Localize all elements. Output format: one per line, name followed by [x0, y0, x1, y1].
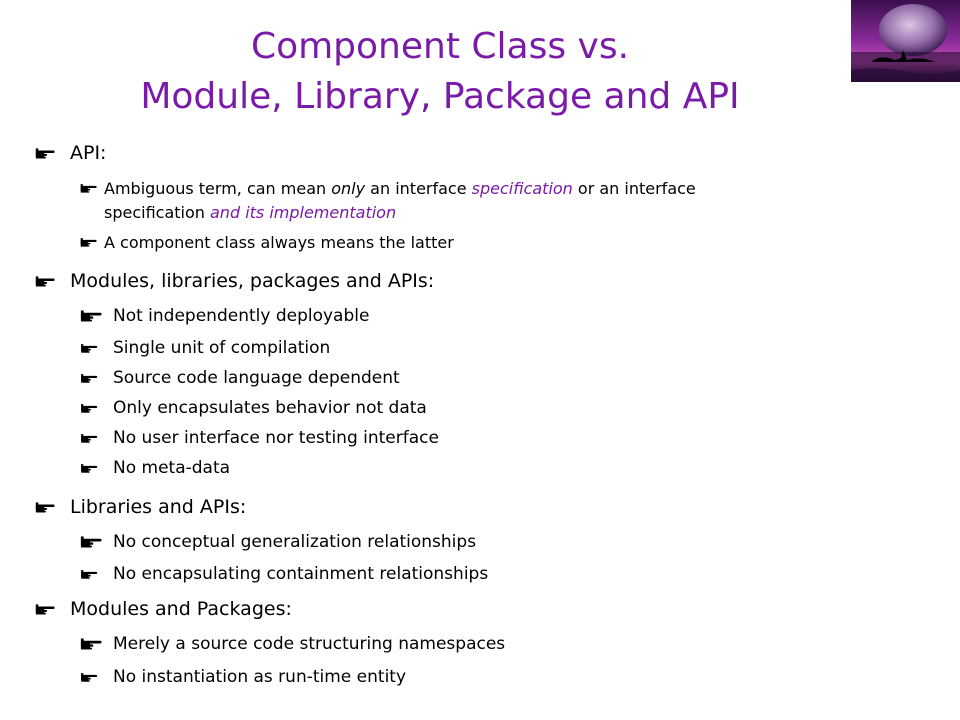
text-fragment: an interface — [365, 179, 472, 198]
pointing-hand-icon — [80, 373, 98, 383]
pointing-hand-icon — [80, 237, 97, 247]
list-item-label: Source code language dependent — [113, 368, 400, 388]
text-fragment: specification — [104, 203, 210, 222]
pointing-hand-icon — [80, 463, 98, 473]
pointing-hand-icon — [35, 501, 55, 513]
slide-title-line-1: Component Class vs. — [250, 26, 630, 67]
list-item-label: Merely a source code structuring namespaces — [113, 634, 506, 654]
bullet-modules-packages-label: Modules and Packages: — [70, 598, 292, 620]
list-item-label: No instantiation as run-time entity — [113, 667, 407, 687]
list-item-label: No meta-data — [113, 458, 231, 478]
pointing-hand-icon — [80, 309, 102, 322]
bullet-api-label: API: — [70, 142, 107, 164]
list-item-label: No encapsulating containment relationships — [113, 564, 489, 584]
bullet-libs-apis-label: Libraries and APIs: — [70, 496, 247, 518]
pointing-hand-icon — [80, 672, 98, 682]
pointing-hand-icon — [35, 275, 55, 287]
bullet-modules-libs-label: Modules, libraries, packages and APIs: — [70, 270, 435, 292]
pointing-hand-icon — [80, 535, 102, 548]
text-fragment-italic: only — [331, 179, 366, 198]
slide-title-line-2: Module, Library, Package and API — [140, 76, 740, 117]
list-item-label: No conceptual generalization relationships — [113, 532, 477, 552]
list-item-label: Single unit of compilation — [113, 338, 331, 358]
list-item-label: No user interface nor testing interface — [113, 428, 439, 448]
pointing-hand-icon — [35, 603, 55, 615]
text-fragment: or an interface — [572, 179, 696, 198]
pointing-hand-icon — [80, 403, 98, 413]
text-fragment-emphasis: and its implementation — [210, 203, 397, 222]
text-fragment: Ambiguous term, can mean — [104, 179, 332, 198]
pointing-hand-icon — [80, 343, 98, 353]
pointing-hand-icon — [80, 183, 97, 193]
list-item-label: Only encapsulates behavior not data — [113, 398, 427, 418]
fantasy-landscape-thumbnail — [851, 0, 960, 82]
pointing-hand-icon — [80, 433, 98, 443]
pointing-hand-icon — [80, 637, 102, 650]
pointing-hand-icon — [80, 569, 98, 579]
slide-title — [60, 22, 820, 122]
text-fragment-emphasis: specification — [471, 179, 573, 198]
sub-bullet-latter-label: A component class always means the latter — [104, 233, 454, 252]
list-item-label: Not independently deployable — [113, 306, 370, 326]
pointing-hand-icon — [35, 147, 55, 159]
